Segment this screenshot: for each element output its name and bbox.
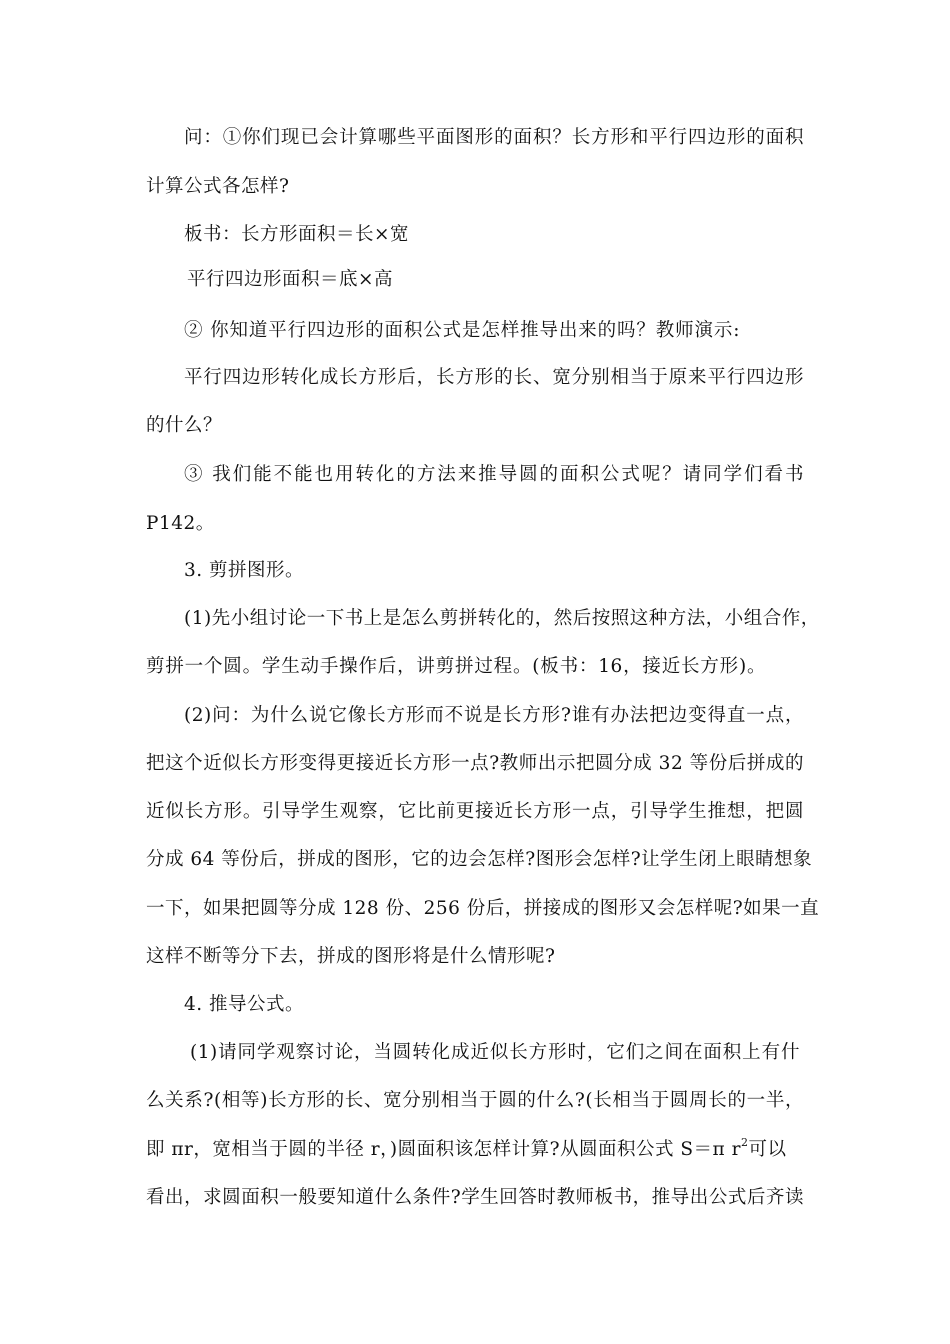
section-heading: 3. 剪拼图形。: [184, 560, 305, 581]
superscript-two: 2: [740, 1136, 749, 1149]
text-line: 一下，如果把圆等分成 128 份、256 份后，拼接成的图形又会怎样呢?如果一直: [146, 898, 820, 919]
text-line: 问：①你们现已会计算哪些平面图形的面积？长方形和平行四边形的面积: [184, 127, 804, 148]
text-line: (1)请同学观察讨论，当圆转化成近似长方形时，它们之间在面积上有什: [190, 1042, 800, 1063]
text-line: 平行四边形转化成长方形后，长方形的长、宽分别相当于原来平行四边形: [184, 367, 804, 388]
text-line: (2)问：为什么说它像长方形而不说是长方形?谁有办法把边变得直一点，: [184, 705, 804, 726]
text-line: P142。: [146, 513, 215, 534]
text-line: 这样不断等分下去，拼成的图形将是什么情形呢?: [146, 946, 556, 967]
text-line: 计算公式各怎样?: [146, 176, 290, 197]
formula-tail: 可以: [748, 1139, 787, 1160]
text-line: 近似长方形。引导学生观察，它比前更接近长方形一点，引导学生推想，把圆: [146, 801, 804, 822]
section-heading: 4. 推导公式。: [184, 994, 305, 1015]
formula-line: [146, 1138, 806, 1162]
text-line: 板书：长方形面积＝长×宽: [184, 224, 410, 245]
text-line: 的什么？: [146, 415, 223, 436]
text-line: ② 你知道平行四边形的面积公式是怎样推导出来的吗？教师演示:: [184, 320, 740, 341]
text-line: 分成 64 等份后，拼成的图形，它的边会怎样?图形会怎样?让学生闭上眼睛想象: [146, 849, 813, 870]
text-line: 剪拼一个圆。学生动手操作后，讲剪拼过程。(板书：16，接近长方形)。: [146, 656, 766, 677]
text-line: 么关系?(相等)长方形的长、宽分别相当于圆的什么?(长相当于圆周长的一半，: [146, 1090, 804, 1111]
text-line: ③ 我们能不能也用转化的方法来推导圆的面积公式呢？请同学们看书: [184, 464, 804, 485]
text-line: 把这个近似长方形变得更接近长方形一点?教师出示把圆分成 32 等份后拼成的: [146, 753, 804, 774]
text-line: 平行四边形面积＝底×高: [187, 269, 394, 290]
text-line: 看出，求圆面积一般要知道什么条件?学生回答时教师板书，推导出公式后齐读: [146, 1187, 804, 1208]
text-line: (1)先小组讨论一下书上是怎么剪拼转化的，然后按照这种方法，小组合作，: [184, 608, 820, 629]
formula-text: 即 πr，宽相当于圆的半径 r，)圆面积该怎样计算?从圆面积公式 S＝π r: [146, 1139, 741, 1160]
